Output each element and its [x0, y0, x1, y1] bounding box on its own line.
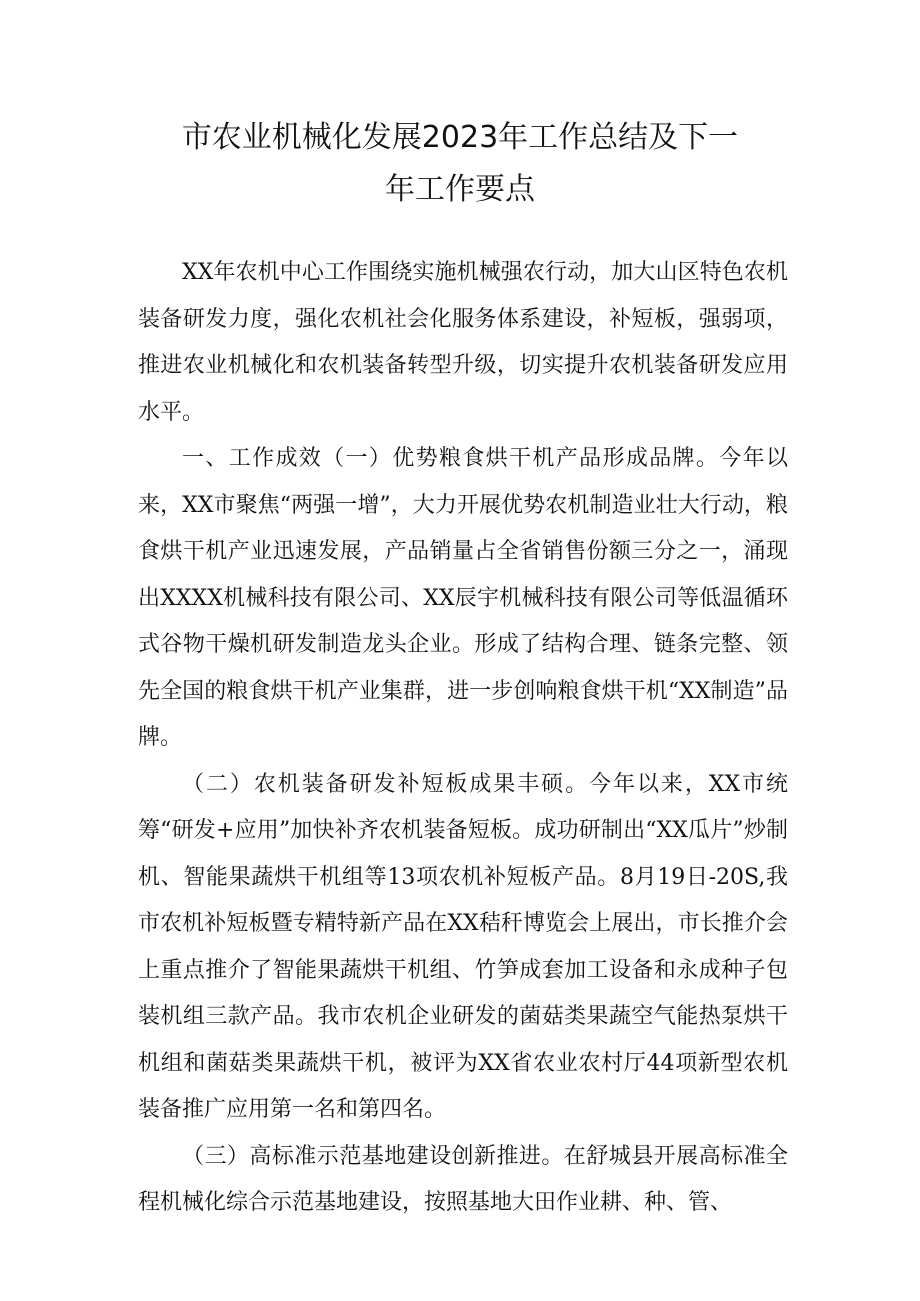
paragraph-section-1: 一、工作成效（一）优势粮食烘干机产品形成品牌。今年以来，XX市聚焦“两强一增”，大力开展优势农机制造业壮大行动，粮食烘干机产业迅速发展，产品销量占全省销售份额三分之一，涌现出XXXX机械科技有限公司、XX辰宇机械科技有限公司等低温循环式谷物干燥机研发制造龙头企业。形成了结构合理、链条完整、领先全国的粮食烘干机产业集群，进一步创响粮食烘干机“XX制造”品牌。 [138, 446, 788, 750]
title-line-1: 市农业机械化发展2023年工作总结及下一 [181, 120, 739, 155]
paragraph-section-2: （二）农机装备研发补短板成果丰硕。今年以来，XX市统筹“研发+应用”加快补齐农机装备短板。成功研制出“XX瓜片”炒制机、智能果蔬烘干机组等13项农机补短板产品。8月19日-20S,我市农机补短板暨专精特新产品在XX秸秆博览会上展出，市长推介会上重点推介了智能果蔬烘干机组、竹笋成套加工设备和永成种子包装机组三款产品。我市农机企业研发的菌菇类果蔬空气能热泵烘干机组和菌菇类果蔬烘干机，被评为XX省农业农村厅44项新型农机装备推广应用第一名和第四名。 [138, 771, 788, 1122]
document-body [138, 250, 788, 1227]
paragraph-section-3: （三）高标准示范基地建设创新推进。在舒城县开展高标准全程机械化综合示范基地建设，按照基地大田作业耕、种、管、 [138, 1143, 788, 1215]
paragraph-intro: XX年农机中心工作围绕实施机械强农行动，加大山区特色农机装备研发力度，强化农机社会化服务体系建设，补短板，强弱项，推进农业机械化和农机装备转型升级，切实提升农机装备研发应用水平。 [138, 260, 788, 425]
document-title [130, 112, 790, 216]
title-line-2: 年工作要点 [385, 172, 535, 207]
